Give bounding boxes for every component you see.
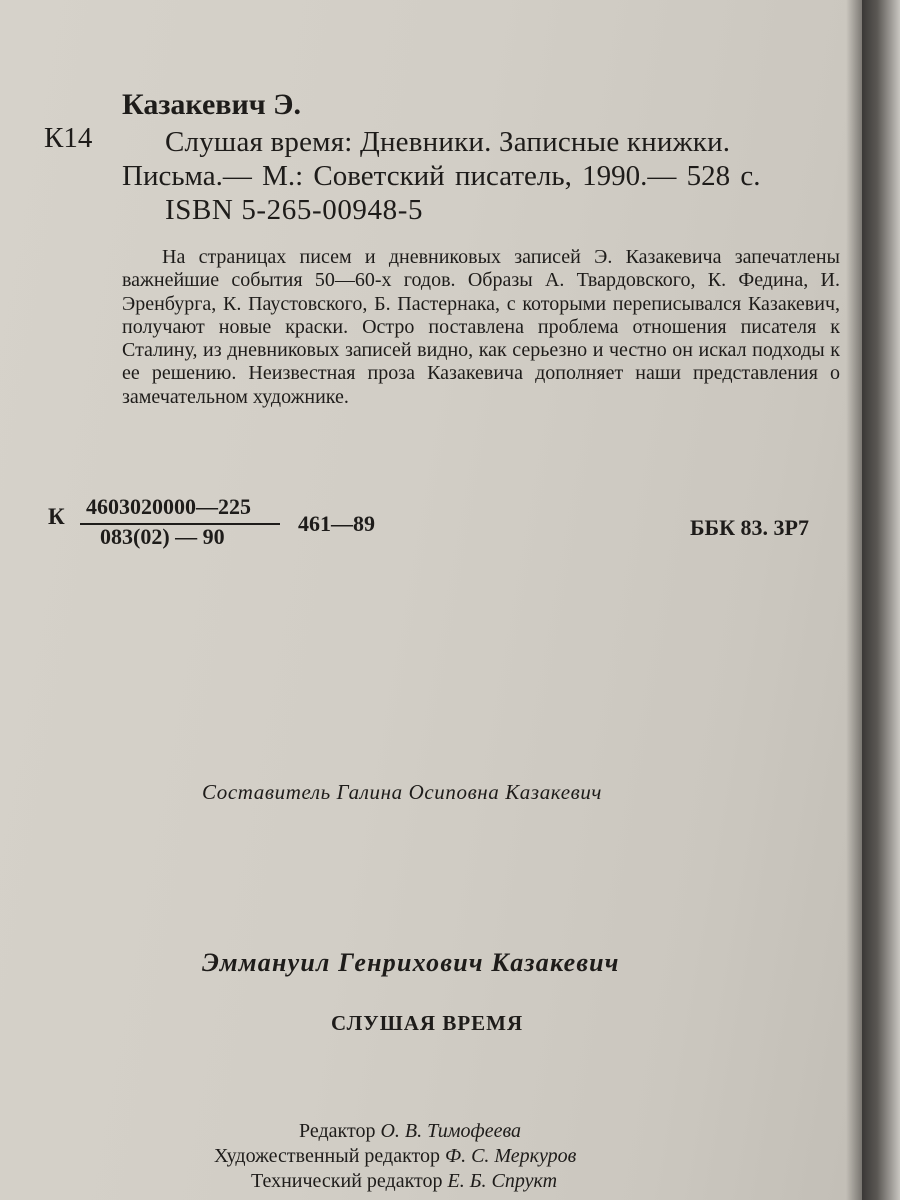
classification-number: 461—89 <box>298 511 375 536</box>
credit-name: Е. Б. Спрукт <box>447 1170 558 1192</box>
classification-letter: К <box>48 504 65 529</box>
credit-art-editor <box>214 1145 576 1168</box>
background-surface <box>862 0 900 1200</box>
catalog-title-line-2: Письма.— М.: Советский писатель, 1990.— 528 с. <box>122 160 761 192</box>
page-edge-shadow <box>846 0 862 1200</box>
book-title: СЛУШАЯ ВРЕМЯ <box>331 1011 524 1035</box>
catalog-code: К14 <box>44 122 93 154</box>
credit-tech-editor <box>251 1170 557 1193</box>
credit-role: Редактор <box>299 1120 376 1142</box>
classification-numerator: 4603020000—225 <box>86 494 251 519</box>
credit-name: О. В. Тимофеева <box>380 1120 522 1142</box>
catalog-title-line-1: Слушая время: Дневники. Записные книжки. <box>165 126 731 158</box>
catalog-author: Казакевич Э. <box>122 88 302 121</box>
catalog-isbn: ISBN 5-265-00948-5 <box>165 194 424 226</box>
credit-editor <box>299 1120 521 1143</box>
classification-denominator: 083(02) — 90 <box>100 524 225 549</box>
annotation-text: На страницах писем и дневниковых записей Э. Казакевича запечатлены важнейшие события 50—60-х годов. Образы А. Твардовского, К. Федина, И. Эренбурга, К. Паустовского, Б. Пастернака, с которыми переписывался Казакевич, получают новые краски. Остро поставлена проблема отношения писателя к Сталину, из дневниковых записей видно, как серьезно и честно он искал подходы к ее решению. Неизвестная проза Казакевича дополняет наши представления о замечательном художнике. <box>122 246 840 408</box>
compiler-line: Составитель Галина Осиповна Казакевич <box>202 780 603 804</box>
credit-name: Ф. С. Меркуров <box>445 1145 577 1167</box>
credit-role: Художественный редактор <box>214 1145 440 1167</box>
bbk-code: ББК 83. 3Р7 <box>690 515 809 540</box>
full-author-name: Эммануил Генрихович Казакевич <box>202 948 620 977</box>
credit-role: Технический редактор <box>251 1170 443 1192</box>
annotation <box>122 246 840 409</box>
